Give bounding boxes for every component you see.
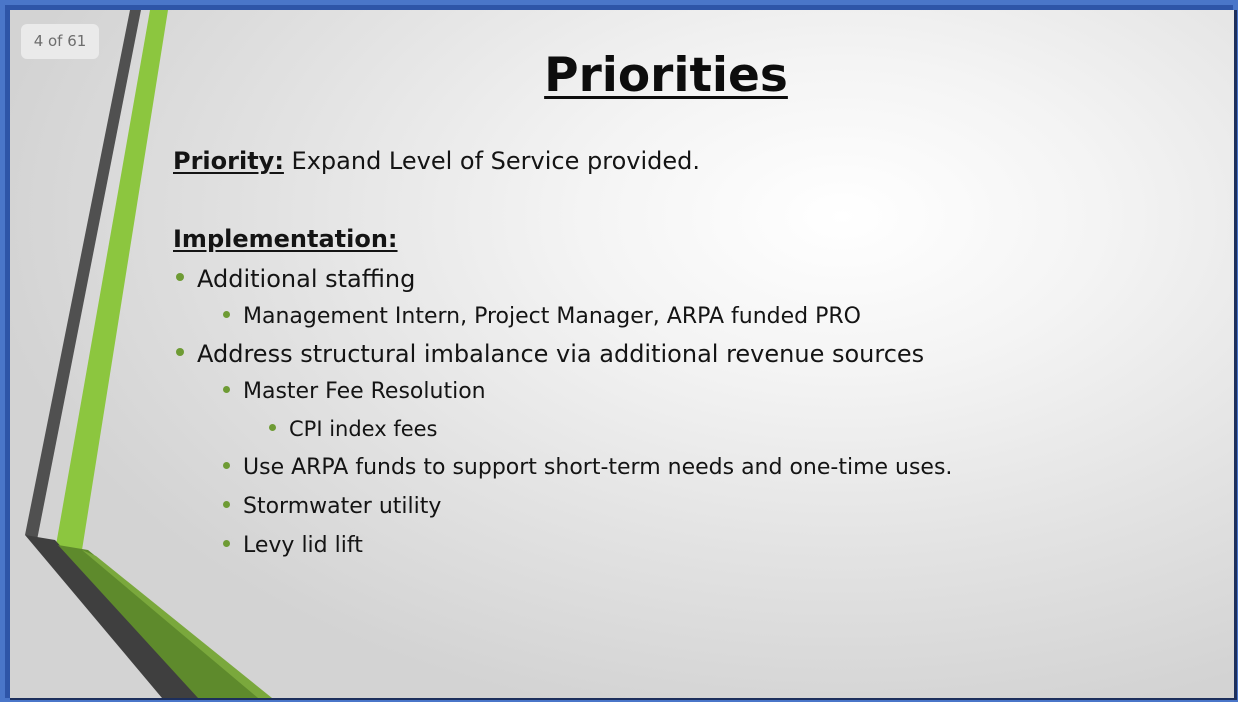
slide (10, 10, 1237, 700)
bullet-dot-icon (176, 273, 184, 281)
list-item (243, 304, 861, 329)
bullet-text: Address structural imbalance via additional revenue sources (197, 340, 925, 368)
implementation-heading: Implementation: (173, 225, 398, 253)
bullet-dot-icon (223, 311, 230, 318)
bullet-text: Additional staffing (197, 265, 416, 293)
bullet-dot-icon (176, 348, 184, 356)
bullet-dot-icon (223, 386, 230, 393)
list-item (243, 455, 952, 480)
bullet-text: Management Intern, Project Manager, ARPA funded PRO (243, 304, 861, 329)
page-counter: 4 of 61 (21, 24, 99, 59)
list-item (197, 265, 415, 293)
bullet-text: Use ARPA funds to support short-term needs and one-time uses. (243, 455, 953, 480)
priority-label: Priority: (173, 147, 284, 175)
list-item (197, 340, 924, 368)
bullet-dot-icon (223, 462, 230, 469)
bullet-dot-icon (223, 501, 230, 508)
list-item (243, 533, 363, 558)
bullet-dot-icon (223, 540, 230, 547)
list-item (289, 417, 438, 441)
bullet-text: CPI index fees (289, 417, 438, 441)
bullet-dot-icon (269, 424, 276, 431)
list-item (243, 379, 486, 404)
bullet-text: Levy lid lift (243, 533, 363, 558)
priority-text: Expand Level of Service provided. (283, 147, 700, 175)
gray-diagonal (25, 535, 200, 698)
list-item (243, 494, 441, 519)
bullet-text: Master Fee Resolution (243, 379, 486, 404)
slide-title: Priorities (544, 48, 788, 103)
priority-line (173, 147, 700, 175)
bullet-text: Stormwater utility (243, 494, 442, 519)
